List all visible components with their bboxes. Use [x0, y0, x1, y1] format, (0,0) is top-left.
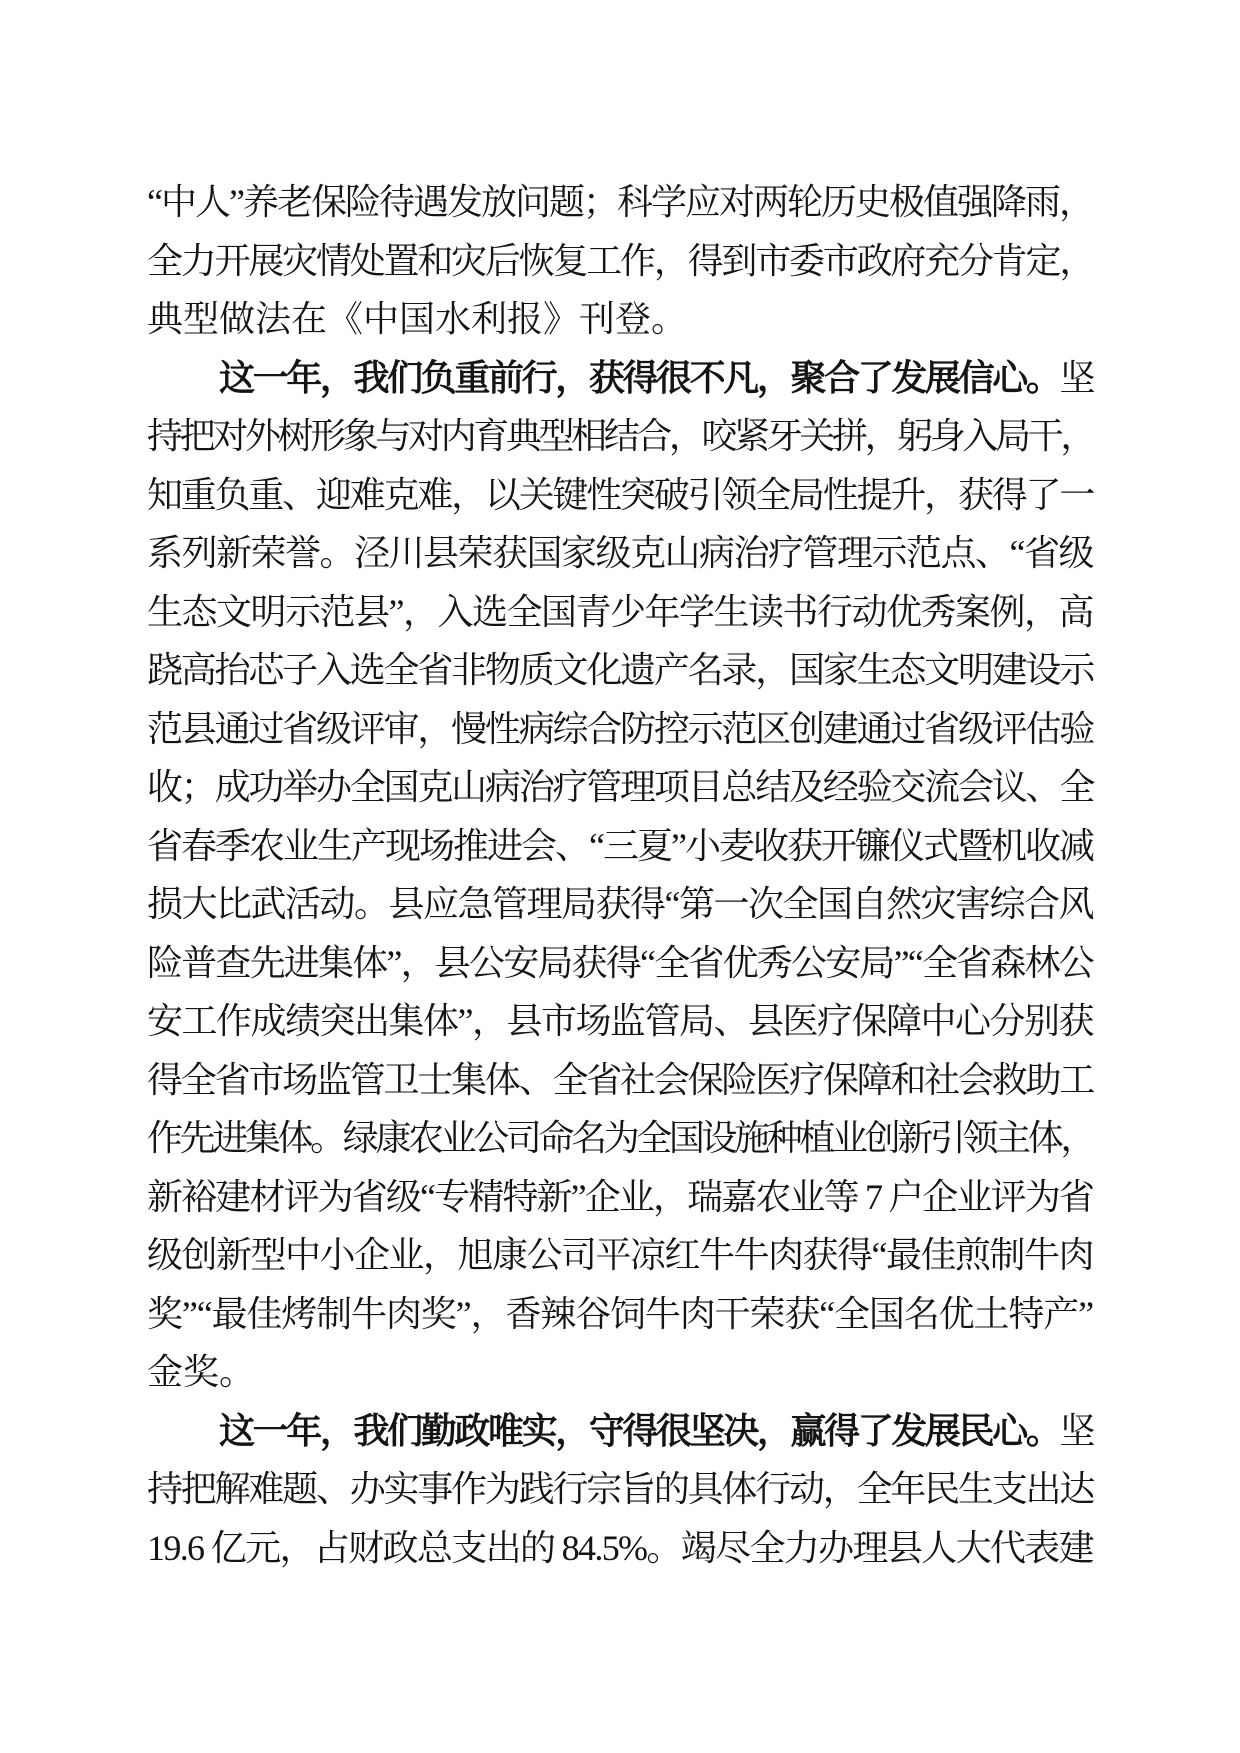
text-line [147, 1285, 1093, 1344]
body-text: 安工作成绩突出集体”，县市场监管局、县医疗保障中心分别获 [147, 1001, 1093, 1041]
text-line [147, 641, 1093, 700]
text-line [147, 1109, 1093, 1168]
body-text: 持把对外树形象与对内育典型相结合，咬紧牙关拼，躬身入局干， [147, 416, 1093, 456]
body-text: 新裕建材评为省级“专精特新”企业，瑞嘉农业等 7 户企业评为省 [147, 1176, 1093, 1217]
body-text: 收；成功举办全国克山病治疗管理项目总结及经验交流会议、全 [147, 767, 1094, 807]
body-text: 典型做法在《中国水利报》刊登。 [147, 299, 688, 339]
body-text: 省春季农业生产现场推进会、“三夏”小麦收获开镰仪式暨机收减 [147, 825, 1093, 866]
body-text: 系列新荣誉。泾川县荣获国家级克山病治疗管理示范点、“省级 [147, 533, 1093, 573]
text-line [147, 232, 1093, 291]
body-text: 范县通过省级评审，慢性病综合防控示范区创建通过省级评估验 [147, 708, 1094, 749]
text-line [147, 934, 1093, 993]
body-text: “中人”养老保险待遇发放问题；科学应对两轮历史极值强降雨， [147, 182, 1093, 222]
body-text: 19.6 亿元，占财政总支出的 84.5%。竭尽全力办理县人大代表建 [147, 1527, 1093, 1568]
document-body [147, 173, 1093, 1577]
text-line [147, 583, 1093, 642]
bold-lead-text: 这一年，我们勤政唯实，守得很坚决，赢得了发展民心。 [219, 1410, 1060, 1451]
text-line [147, 1519, 1093, 1578]
text-line [147, 875, 1093, 934]
body-text: 生态文明示范县”，入选全国青少年学生读书行动优秀案例，高 [147, 591, 1093, 632]
body-text: 跷高抬芯子入选全省非物质文化遗产名录，国家生态文明建设示 [147, 650, 1094, 690]
text-line [147, 290, 1093, 349]
body-text: 坚 [1059, 1410, 1094, 1451]
text-line [147, 758, 1093, 817]
body-text: 作先进集体。绿康农业公司命名为全国设施种植业创新引领主体， [147, 1118, 1093, 1158]
body-text: 持把解难题、办实事作为践行宗旨的具体行动，全年民生支出达 [147, 1469, 1094, 1509]
text-line [147, 466, 1093, 525]
body-text: 损大比武活动。县应急管理局获得“第一次全国自然灾害综合风 [147, 884, 1093, 924]
body-text: 坚 [1059, 357, 1094, 398]
text-line [147, 992, 1093, 1051]
body-text: 级创新型中小企业，旭康公司平凉红牛牛肉获得“最佳煎制牛肉 [147, 1235, 1093, 1275]
body-text: 得全省市场监管卫士集体、全省社会保险医疗保障和社会救助工 [147, 1059, 1094, 1100]
text-line [147, 817, 1093, 876]
text-line [147, 349, 1093, 408]
text-line [147, 1051, 1093, 1110]
body-text: 险普查先进集体”，县公安局获得“全省优秀公安局”“全省森林公 [147, 942, 1093, 983]
text-line [147, 524, 1093, 583]
body-text: 知重负重、迎难克难，以关键性突破引领全局性提升，获得了一 [147, 474, 1094, 515]
text-line [147, 1226, 1093, 1285]
text-line [147, 407, 1093, 466]
body-text: 全力开展灾情处置和灾后恢复工作，得到市委市政府充分肯定， [147, 240, 1094, 281]
text-line [147, 1343, 1093, 1402]
text-line [147, 700, 1093, 759]
text-line [147, 1460, 1093, 1519]
text-line [147, 173, 1093, 232]
body-text: 金奖。 [147, 1352, 256, 1392]
bold-lead-text: 这一年，我们负重前行，获得很不凡，聚合了发展信心。 [219, 357, 1060, 398]
text-line [147, 1168, 1093, 1227]
text-line [147, 1402, 1093, 1461]
body-text: 奖”“最佳烤制牛肉奖”，香辣谷饲牛肉干荣获“全国名优土特产” [147, 1293, 1093, 1334]
